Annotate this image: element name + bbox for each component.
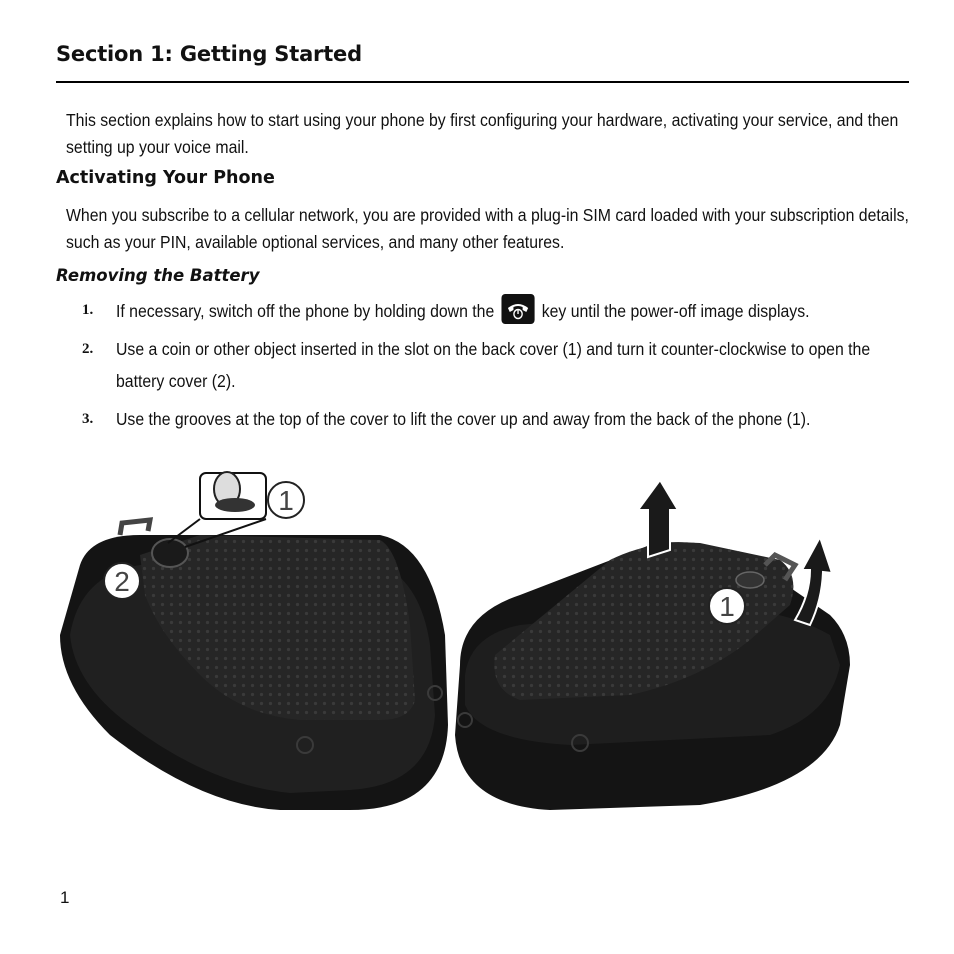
step-text: Use the grooves at the top of the cover to lift the cover up and away from the back of the phone (1).	[116, 409, 811, 429]
intro-paragraph: This section explains how to start using your phone by first configuring your hardware, activating your service, and then setting up your voice mail.	[66, 110, 899, 157]
activating-heading: Activating Your Phone	[56, 168, 275, 188]
callout-label: 1	[278, 485, 294, 516]
section-title: Section 1: Getting Started	[56, 42, 362, 66]
step-text	[116, 295, 903, 327]
callout-label: 2	[114, 566, 130, 597]
activating-paragraph: When you subscribe to a cellular network, you are provided with a plug-in SIM card loaded with your subscription details, such as your PIN, available optional services, and many other features.	[66, 205, 909, 252]
step-text: Use a coin or other object inserted in the slot on the back cover (1) and turn it counter-clockwise to open the battery cover (2).	[116, 339, 871, 391]
removing-battery-heading: Removing the Battery	[56, 266, 260, 285]
step-text-after: key until the power-off image displays.	[541, 301, 810, 321]
battery-removal-illustration	[50, 465, 860, 820]
step-text-before: If necessary, switch off the phone by holding down the	[116, 301, 495, 321]
step-number: 2.	[82, 341, 94, 357]
end-power-key-icon	[501, 294, 534, 324]
callout-label: 1	[719, 591, 735, 622]
title-rule	[56, 81, 909, 83]
page-number: 1	[60, 888, 70, 907]
right-phone-illustration	[455, 480, 850, 810]
step-number: 3.	[82, 411, 94, 427]
step-number: 1.	[82, 302, 94, 318]
left-phone-illustration	[60, 472, 448, 810]
